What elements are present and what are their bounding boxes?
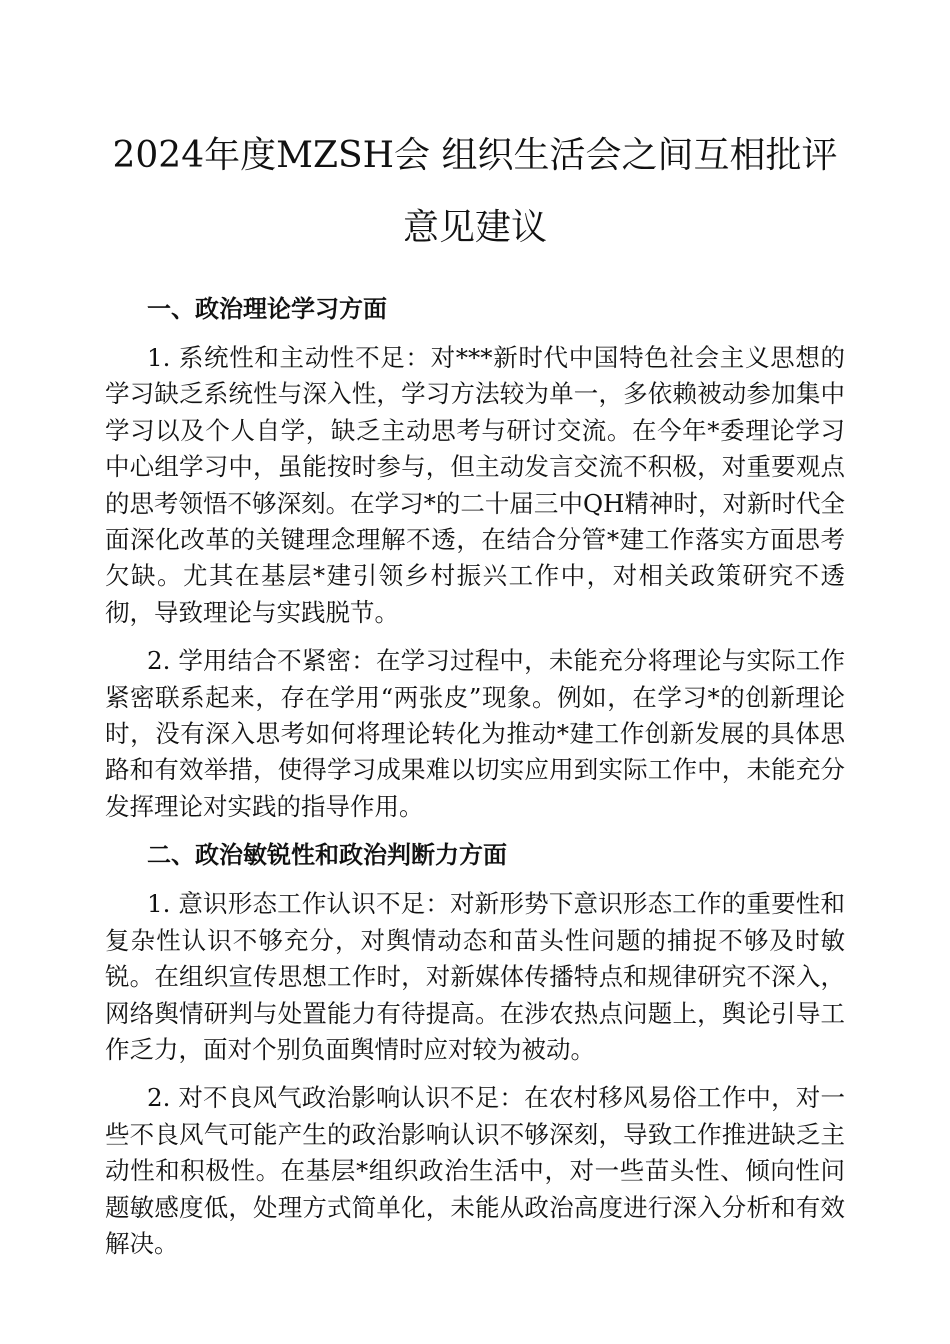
section-heading: 二、政治敏锐性和政治判断力方面 [147,841,507,870]
paragraph: 2. 对不良风气政治影响认识不足：在农村移风易俗工作中，对一些不良风气可能产生的政治影响认识不够深刻，导致工作推进缺乏主动性和积极性。在基层*组织政治生活中，对一些苗头性、倾向性问题敏感度低，处理方式简单化，未能从政治高度进行深入分析和有效解决。 [105,1083,845,1258]
paragraph: 1. 系统性和主动性不足：对***新时代中国特色社会主义思想的学习缺乏系统性与深入性，学习方法较为单一，多依赖被动参加集中学习以及个人自学，缺乏主动思考与研讨交流。在今年*委理论学习中心组学习中，虽能按时参与，但主动发言交流不积极，对重要观点的思考领悟不够深刻。在学习*的二十届三中QH精神时，对新时代全面深化改革的关键理念理解不透，在结合分管*建工作落实方面思考欠缺。尤其在基层*建引领乡村振兴工作中，对相关政策研究不透彻，导致理论与实践脱节。 [105,343,845,627]
section-political-sensitivity [105,836,845,1262]
document-page [105,120,845,1262]
paragraph: 2. 学用结合不紧密：在学习过程中，未能充分将理论与实际工作紧密联系起来，存在学用“两张皮”现象。例如，在学习*的创新理论时，没有深入思考如何将理论转化为推动*建工作创新发展的具体思路和有效举措，使得学习成果难以切实应用到实际工作中，未能充分发挥理论对实践的指导作用。 [105,646,845,821]
section-political-theory-study [105,290,845,825]
section-heading: 一、政治理论学习方面 [147,295,387,323]
paragraph: 1. 意识形态工作认识不足：对新形势下意识形态工作的重要性和复杂性认识不够充分，对舆情动态和苗头性问题的捕捉不够及时敏锐。在组织宣传思想工作时，对新媒体传播特点和规律研究不深入，网络舆情研判与处置能力有待提高。在涉农热点问题上，舆论引导工作乏力，面对个别负面舆情时应对较为被动。 [105,889,845,1064]
document-title: 2024年度MZSH会 组织生活会之间互相批评意见建议 [112,135,838,248]
spacer [105,264,845,290]
